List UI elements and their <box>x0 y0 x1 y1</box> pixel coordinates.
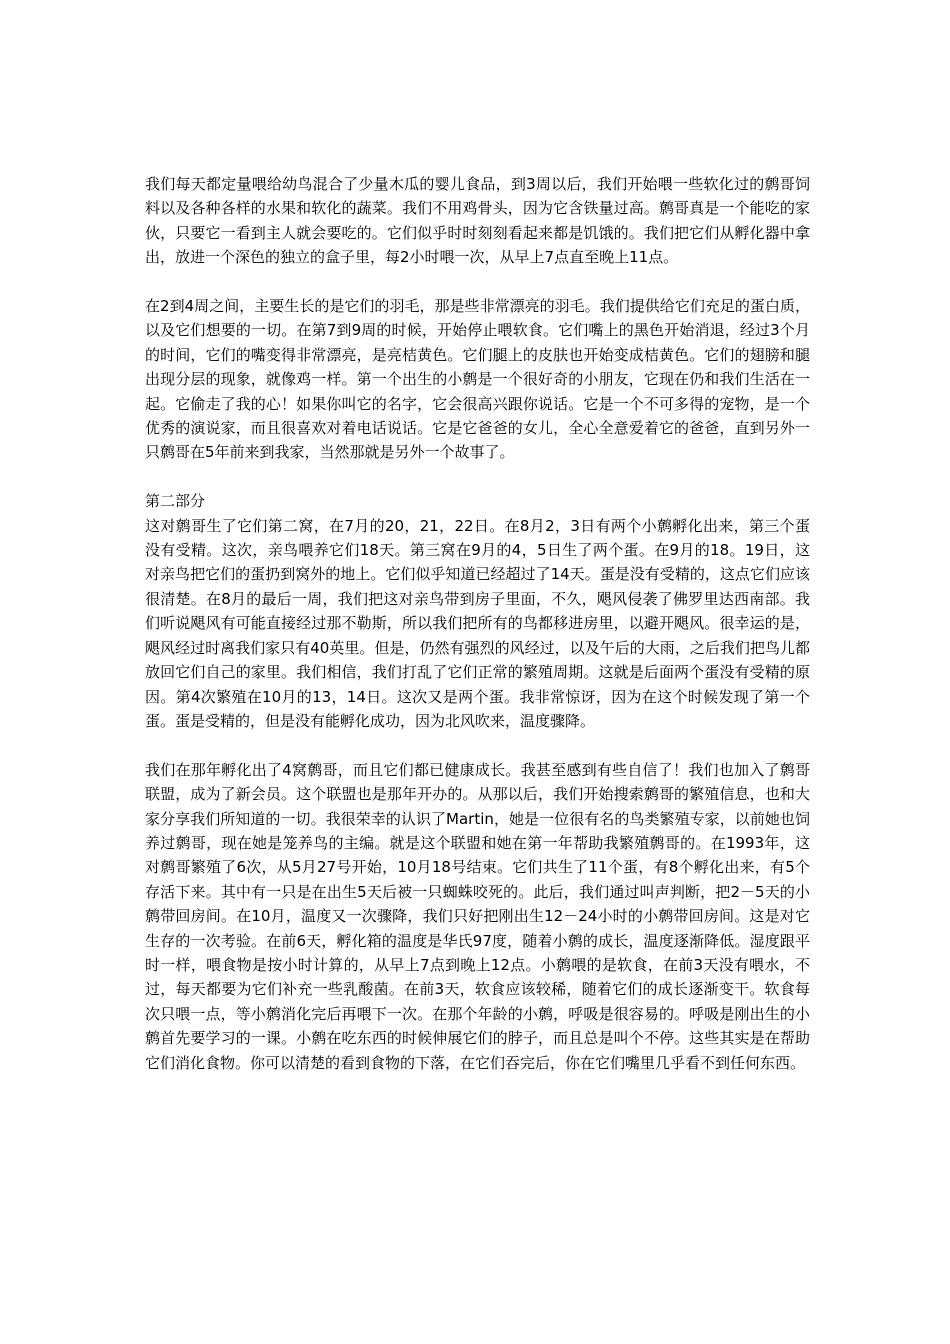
paragraph-growth: 在2到4周之间，主要生长的是它们的羽毛，那是些非常漂亮的羽毛。我们提供给它们充足的蛋白质，以及它们想要的一切。在第7到9周的时候，开始停止喂软食。它们嘴上的黑色开始消退，经过3个月的时间，它们的嘴变得非常漂亮，是亮桔黄色。它们腿上的皮肤也开始变成桔黄色。它们的翅膀和腿出现分层的现象，就像鸡一样。第一个出生的小鹩是一个很好奇的小朋友，它现在仍和我们生活在一起。它偷走了我的心！如果你叫它的名字，它会很高兴跟你说话。它是一个不可多得的宠物，是一个优秀的演说家，而且很喜欢对着电话说话。它是它爸爸的女儿，全心全意爱着它的爸爸，直到另外一只鹩哥在5年前来到我家，当然那就是另外一个故事了。 <box>145 297 810 462</box>
paragraph-breeding: 这对鹩哥生了它们第二窝，在7月的20，21，22日。在8月2，3日有两个小鹩孵化出来，第三个蛋没有受精。这次，亲鸟喂养它们18天。第三窝在9月的4，5日生了两个蛋。在9月的18。19日，这对亲鸟把它们的蛋扔到窝外的地上。它们似乎知道已经超过了14天。蛋是没有受精的，这点它们应该很清楚。在8月的最后一周，我们把这对亲鸟带到房子里面，不久，飓风侵袭了佛罗里达西南部。我们听说飓风有可能直接经过那不勒斯，所以我们把所有的鸟都移进房里，以避开飓风。很幸运的是，飓风经过时离我们家只有40英里。但是，仍然有强烈的风经过，以及午后的大雨，之后我们把鸟儿都放回它们自己的家里。我们相信，我们打乱了它们正常的繁殖周期。这就是后面两个蛋没有受精的原因。第4次繁殖在10月的13，14日。这次又是两个蛋。我非常惊讶，因为在这个时候发现了第一个蛋。蛋是受精的，但是没有能孵化成功，因为北风吹来，温度骤降。 <box>145 516 810 730</box>
document-body <box>145 172 810 1075</box>
section-heading: 第二部分 <box>145 492 206 511</box>
paragraph-club: 我们在那年孵化出了4窝鹩哥，而且它们都已健康成长。我甚至感到有些自信了！我们也加入了鹩哥联盟，成为了新会员。这个联盟也是那年开办的。从那以后，我们开始搜索鹩哥的繁殖信息，也和大家分享我们所知道的一切。我很荣幸的认识了Martin，她是一位很有名的鸟类繁殖专家，以前她也饲养过鹩哥，现在她是笼养鸟的主编。就是这个联盟和她在第一年帮助我繁殖鹩哥的。在1993年，这对鹩哥繁殖了6次，从5月27号开始，10月18号结束。它们共生了11个蛋，有8个孵化出来，有5个存活下来。其中有一只是在出生5天后被一只蜘蛛咬死的。此后，我们通过叫声判断，把2－5天的小鹩带回房间。在10月，温度又一次骤降，我们只好把刚出生12－24小时的小鹩带回房间。这是对它生存的一次考验。在前6天，孵化箱的温度是华氏97度，随着小鹩的成长，温度逐渐降低。湿度跟平时一样，喂食物是按小时计算的，从早上7点到晚上12点。小鹩喂的是软食，在前3天没有喂水，不过，每天都要为它们补充一些乳酸菌。在前3天，软食应该较稀，随着它们的成长逐渐变干。软食每次只喂一点，等小鹩消化完后再喂下一次。在那个年龄的小鹩，呼吸是很容易的。呼吸是刚出生的小鹩首先要学习的一课。小鹩在吃东西的时候伸展它们的脖子，而且总是叫个不停。这些其实是在帮助它们消化食物。你可以清楚的看到食物的下落，在它们吞完后，你在它们嘴里几乎看不到任何东西。 <box>145 760 810 1072</box>
paragraph-spacer <box>145 733 810 757</box>
paragraph-feeding: 我们每天都定量喂给幼鸟混合了少量木瓜的婴儿食品，到3周以后，我们开始喂一些软化过的鹩哥饲料以及各种各样的水果和软化的蔬菜。我们不用鸡骨头，因为它含铁量过高。鹩哥真是一个能吃的家伙，只要它一看到主人就会要吃的。它们似乎时时刻刻看起来都是饥饿的。我们把它们从孵化器中拿出，放进一个深色的独立的盒子里，每2小时喂一次，从早上7点直至晚上11点。 <box>145 175 810 267</box>
paragraph-spacer <box>145 270 810 294</box>
paragraph-spacer <box>145 465 810 489</box>
